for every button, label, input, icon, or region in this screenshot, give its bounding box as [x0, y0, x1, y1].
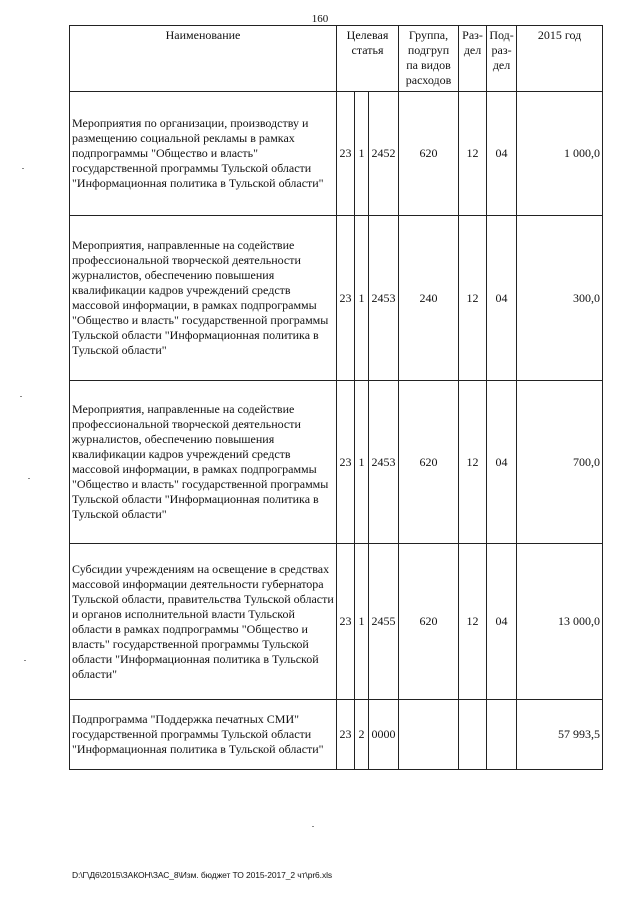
table-row	[70, 381, 603, 544]
article-part-2: 1	[355, 381, 369, 544]
article-part-2: 1	[355, 216, 369, 381]
row-amount: 13 000,0	[517, 544, 603, 700]
row-group	[399, 700, 459, 770]
header-group: Группа, подгруп па видов расходов	[399, 26, 459, 92]
page-number: 160	[311, 13, 329, 25]
row-subsection	[487, 700, 517, 770]
header-section: Раз- дел	[459, 26, 487, 92]
row-amount: 300,0	[517, 216, 603, 381]
row-name: Мероприятия, направленные на содействие профессиональной творческой деятельности журналистов, обеспечению повышения квалификации кадров учреждений средств массовой информации, в рамках подпрограммы "Общество и власть" государственной программы Тульской области "Информационная политика в Тульской области"	[70, 216, 337, 381]
article-part-1: 23	[337, 700, 355, 770]
row-name: Субсидии учреждениям на освещение в средствах массовой информации деятельности губернатора Тульской области, правительства Тульской области и органов исполнительной власти Тульской области в рамках подпрограммы "Общество и власть" государственной программы Тульской области "Информационная политика в Тульской области"	[70, 544, 337, 700]
row-group: 620	[399, 92, 459, 216]
article-part-1: 23	[337, 544, 355, 700]
row-group: 620	[399, 381, 459, 544]
table-row	[70, 216, 603, 381]
row-amount: 700,0	[517, 381, 603, 544]
file-path-footer: D:\Г\Д6\2015\ЗАКОН\ЗАС_8\Изм. бюджет ТО 2015-2017_2 чт\pr6.xls	[72, 870, 333, 880]
budget-table	[69, 25, 603, 770]
article-part-1: 23	[337, 216, 355, 381]
row-name: Мероприятия по организации, производству и размещению социальной рекламы в рамках подпрограммы "Общество и власть" государственной программы Тульской области "Информационная политика в Тульской области"	[70, 92, 337, 216]
table-row	[70, 544, 603, 700]
row-group: 240	[399, 216, 459, 381]
header-target-article: Целевая статья	[337, 26, 399, 92]
scan-speck	[22, 168, 24, 169]
row-section: 12	[459, 92, 487, 216]
row-subsection: 04	[487, 544, 517, 700]
row-name: Подпрограмма "Поддержка печатных СМИ" государственной программы Тульской области "Информационная политика в Тульской области"	[70, 700, 337, 770]
article-part-2: 2	[355, 700, 369, 770]
row-section: 12	[459, 216, 487, 381]
row-name: Мероприятия, направленные на содействие профессиональной творческой деятельности журналистов, обеспечению повышения квалификации кадров учреждений средств массовой информации, в рамках подпрограммы "Общество и власть" государственной программы Тульской области "Информационная политика в Тульской области"	[70, 381, 337, 544]
scan-speck	[312, 826, 314, 827]
table-row	[70, 92, 603, 216]
article-part-3: 2453	[369, 216, 399, 381]
article-part-1: 23	[337, 92, 355, 216]
table-header-row	[70, 26, 603, 92]
scan-speck	[20, 396, 22, 397]
row-amount: 57 993,5	[517, 700, 603, 770]
article-part-3: 0000	[369, 700, 399, 770]
row-subsection: 04	[487, 92, 517, 216]
row-amount: 1 000,0	[517, 92, 603, 216]
header-year: 2015 год	[517, 26, 603, 92]
row-group: 620	[399, 544, 459, 700]
article-part-2: 1	[355, 544, 369, 700]
row-subsection: 04	[487, 216, 517, 381]
row-section: 12	[459, 544, 487, 700]
article-part-3: 2455	[369, 544, 399, 700]
table-row	[70, 700, 603, 770]
scan-speck	[24, 660, 26, 661]
article-part-3: 2452	[369, 92, 399, 216]
scan-speck	[28, 478, 30, 479]
header-subsection: Под- раз- дел	[487, 26, 517, 92]
row-section	[459, 700, 487, 770]
article-part-1: 23	[337, 381, 355, 544]
row-subsection: 04	[487, 381, 517, 544]
row-section: 12	[459, 381, 487, 544]
article-part-3: 2453	[369, 381, 399, 544]
article-part-2: 1	[355, 92, 369, 216]
header-name: Наименование	[70, 26, 337, 92]
